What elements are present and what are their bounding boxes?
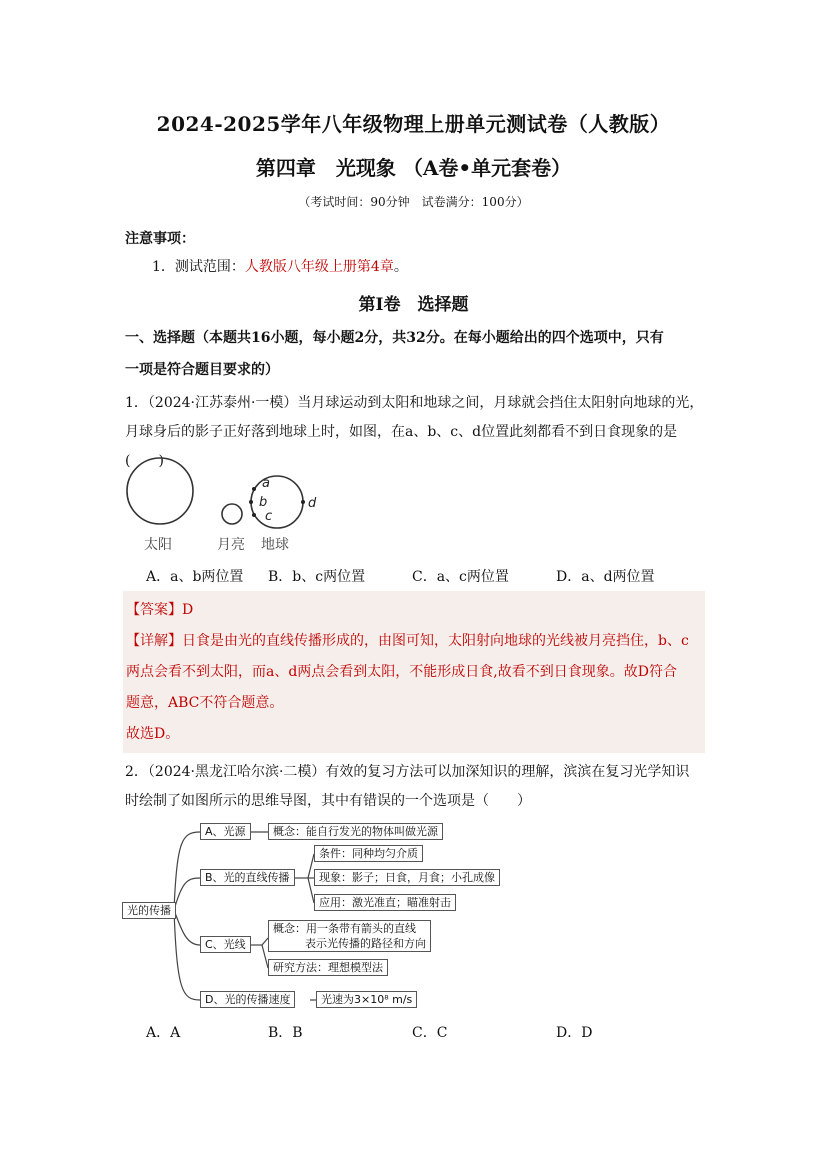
note-suffix: 。 (393, 259, 408, 275)
mindmap-c-label: C、光线 (200, 936, 251, 953)
q2-option-d[interactable]: D．D (556, 1025, 593, 1041)
mindmap-c-concept-line1: 概念：用一条带有箭头的直线 (273, 922, 416, 935)
q1-answer: 【答案】D (126, 602, 194, 618)
label-d: d (308, 496, 317, 511)
sun-circle (127, 458, 193, 524)
q1-option-a[interactable]: A．a、b两位置 (146, 569, 244, 585)
label-sun: 太阳 (144, 537, 172, 553)
label-b: b (259, 495, 268, 510)
q1-option-d[interactable]: D．a、d两位置 (556, 569, 655, 585)
exam-info: （考试时间：90分钟 试卷满分：100分） (298, 195, 529, 209)
point-a (252, 487, 256, 491)
mindmap-a-concept: 概念：能自行发光的物体叫做光源 (268, 823, 443, 840)
note-item (152, 256, 408, 276)
label-earth: 地球 (261, 537, 289, 553)
part-instructions-line1: 一、选择题（本题共16小题，每小题2分，共32分。在每小题给出的四个选项中，只有 (125, 330, 664, 346)
part-instructions-line2: 一项是符合题目要求的） (125, 362, 279, 378)
q1-detail-line2: 两点会看不到太阳，而a、d两点会看到太阳，不能形成日食,故看不到日食现象。故D符合 (126, 664, 677, 680)
section-title: 第Ⅰ卷 选择题 (358, 295, 469, 315)
mindmap-b-condition: 条件：同种均匀介质 (314, 845, 423, 862)
point-d (301, 500, 305, 504)
mindmap-d-label: D、光的传播速度 (200, 991, 295, 1008)
q2-stem-line1: 2．（2024·黑龙江哈尔滨·二模）有效的复习方法可以加深知识的理解，滨滨在复习光学知识 (125, 764, 690, 780)
point-c (252, 513, 256, 517)
q1-conclusion: 故选D。 (126, 726, 180, 742)
q1-detail-line3: 题意，ABC不符合题意。 (126, 695, 284, 711)
q2-option-c[interactable]: C．C (412, 1025, 448, 1041)
mindmap-b-application: 应用：激光准直；瞄准射击 (314, 894, 456, 911)
q1-option-b[interactable]: B．b、c两位置 (268, 569, 366, 585)
q2-option-a[interactable]: A．A (146, 1025, 181, 1041)
q1-eclipse-figure (120, 452, 340, 557)
chapter-title: 第四章 光现象 （A卷•单元套卷） (255, 156, 572, 180)
q1-detail-line1: 【详解】日食是由光的直线传播形成的，由图可知，太阳射向地球的光线被月亮挡住，b、c (126, 633, 689, 649)
mindmap-c-concept (268, 920, 431, 952)
q1-stem-line2: 月球身后的影子正好落到地球上时，如图，在a、b、c、d位置此刻都看不到日食现象的是( ) (125, 424, 678, 469)
mindmap-root: 光的传播 (122, 902, 176, 919)
q1-answer-box (123, 591, 705, 753)
mindmap-a-label: A、光源 (200, 823, 251, 840)
exam-title: 2024-2025学年八年级物理上册单元测试卷（人教版） (156, 112, 671, 136)
label-a: a (262, 476, 270, 491)
label-moon: 月亮 (217, 537, 245, 553)
note-highlight: 人教版八年级上册第4章 (244, 259, 394, 275)
mindmap-c-concept-line2: 表示光传播的路径和方向 (305, 937, 426, 950)
mindmap-b-phenomenon: 现象：影子；日食，月食；小孔成像 (314, 869, 500, 886)
mindmap-b-label: B、光的直线传播 (200, 869, 295, 886)
mindmap-d-speed: 光速为3×10⁸ m/s (316, 991, 417, 1008)
q2-option-b[interactable]: B．B (268, 1025, 303, 1041)
q1-option-c[interactable]: C．a、c两位置 (412, 569, 509, 585)
q2-stem-line2: 时绘制了如图所示的思维导图，其中有错误的一个选项是（ ） (125, 793, 531, 809)
point-b (249, 500, 253, 504)
note-prefix: 1．测试范围： (152, 259, 245, 275)
label-c: c (265, 509, 273, 524)
moon-circle (222, 504, 242, 524)
q1-stem-line1: 1．（2024·江苏泰州·一模）当月球运动到太阳和地球之间，月球就会挡住太阳射向地球的光， (125, 395, 704, 411)
mindmap-c-method: 研究方法：理想模型法 (268, 959, 388, 976)
q2-mindmap (122, 820, 522, 1015)
notes-title: 注意事项： (125, 231, 195, 247)
